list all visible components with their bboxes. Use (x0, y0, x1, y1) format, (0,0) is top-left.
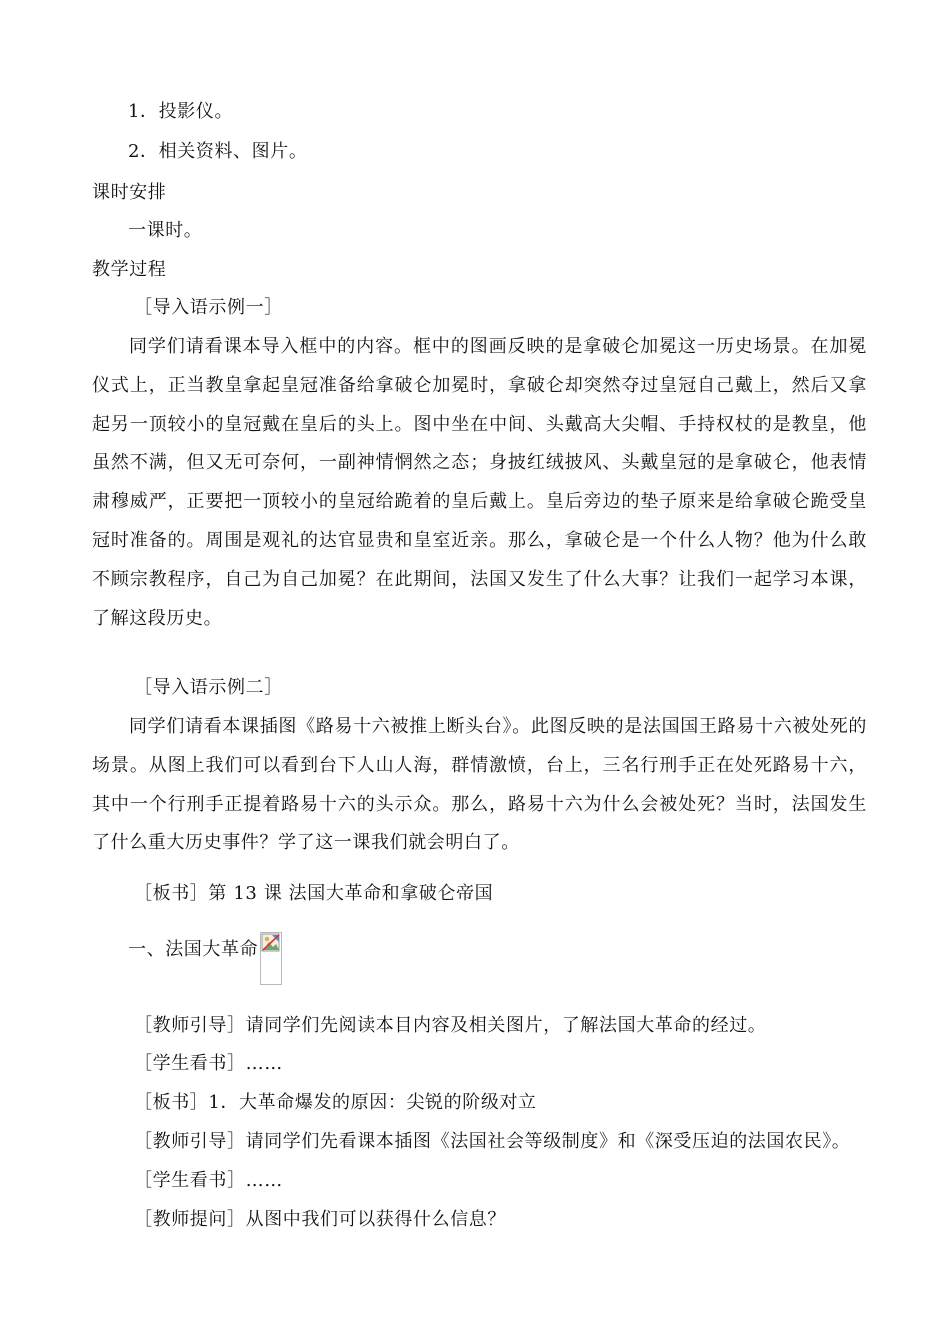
schedule-heading: 课时安排 (92, 182, 167, 203)
schedule-value: 一课时。 (128, 220, 203, 241)
section-heading-1 (128, 938, 282, 991)
equipment-item-1: 1．投影仪。 (128, 101, 234, 122)
intro-example-2-label: ［导入语示例二］ (134, 677, 283, 698)
board-point-1: ［板书］1．大革命爆发的原因：尖锐的阶级对立 (134, 1092, 537, 1113)
intro-example-1-label: ［导入语示例一］ (134, 297, 283, 318)
section-heading-1-text: 一、法国大革命 (128, 939, 259, 960)
teacher-guide-1: ［教师引导］请同学们先阅读本目内容及相关图片，了解法国大革命的经过。 (134, 1015, 767, 1036)
board-title: ［板书］第 13 课 法国大革命和拿破仑帝国 (134, 883, 494, 904)
teacher-question-1: ［教师提问］从图中我们可以获得什么信息？ (134, 1209, 506, 1230)
broken-image-icon (260, 932, 282, 985)
student-reading-1: ［学生看书］…… (134, 1053, 283, 1074)
intro-example-1-paragraph: 同学们请看课本导入框中的内容。框中的图画反映的是拿破仑加冕这一历史场景。在加冕仪式上，正当教皇拿起皇冠准备给拿破仑加冕时，拿破仑却突然夺过皇冠自己戴上，然后又拿起另一顶较小的皇冠戴在皇后的头上。图中坐在中间、头戴高大尖帽、手持权杖的是教皇，他虽然不满，但又无可奈何，一副神情惘然之态；身披红绒披风、头戴皇冠的是拿破仑，他表情肃穆威严，正要把一顶较小的皇冠给跪着的皇后戴上。皇后旁边的垫子原来是给拿破仑跪受皇冠时准备的。周围是观礼的达官显贵和皇室近亲。那么，拿破仑是一个什么人物？他为什么敢不顾宗教程序，自己为自己加冕？在此期间，法国又发生了什么大事？让我们一起学习本课，了解这段历史。 (92, 336, 867, 629)
equipment-item-2: 2．相关资料、图片。 (128, 141, 308, 162)
intro-example-2-paragraph: 同学们请看本课插图《路易十六被推上断头台》。此图反映的是法国国王路易十六被处死的场景。从图上我们可以看到台下人山人海，群情激愤，台上，三名行刑手正在处死路易十六，其中一个行刑手正提着路易十六的头示众。那么，路易十六为什么会被处死？当时，法国发生了什么重大历史事件？学了这一课我们就会明白了。 (92, 716, 867, 854)
process-heading: 教学过程 (92, 259, 167, 280)
student-reading-2: ［学生看书］…… (134, 1170, 283, 1191)
teacher-guide-2: ［教师引导］请同学们先看课本插图《法国社会等级制度》和《深受压迫的法国农民》。 (134, 1131, 851, 1152)
